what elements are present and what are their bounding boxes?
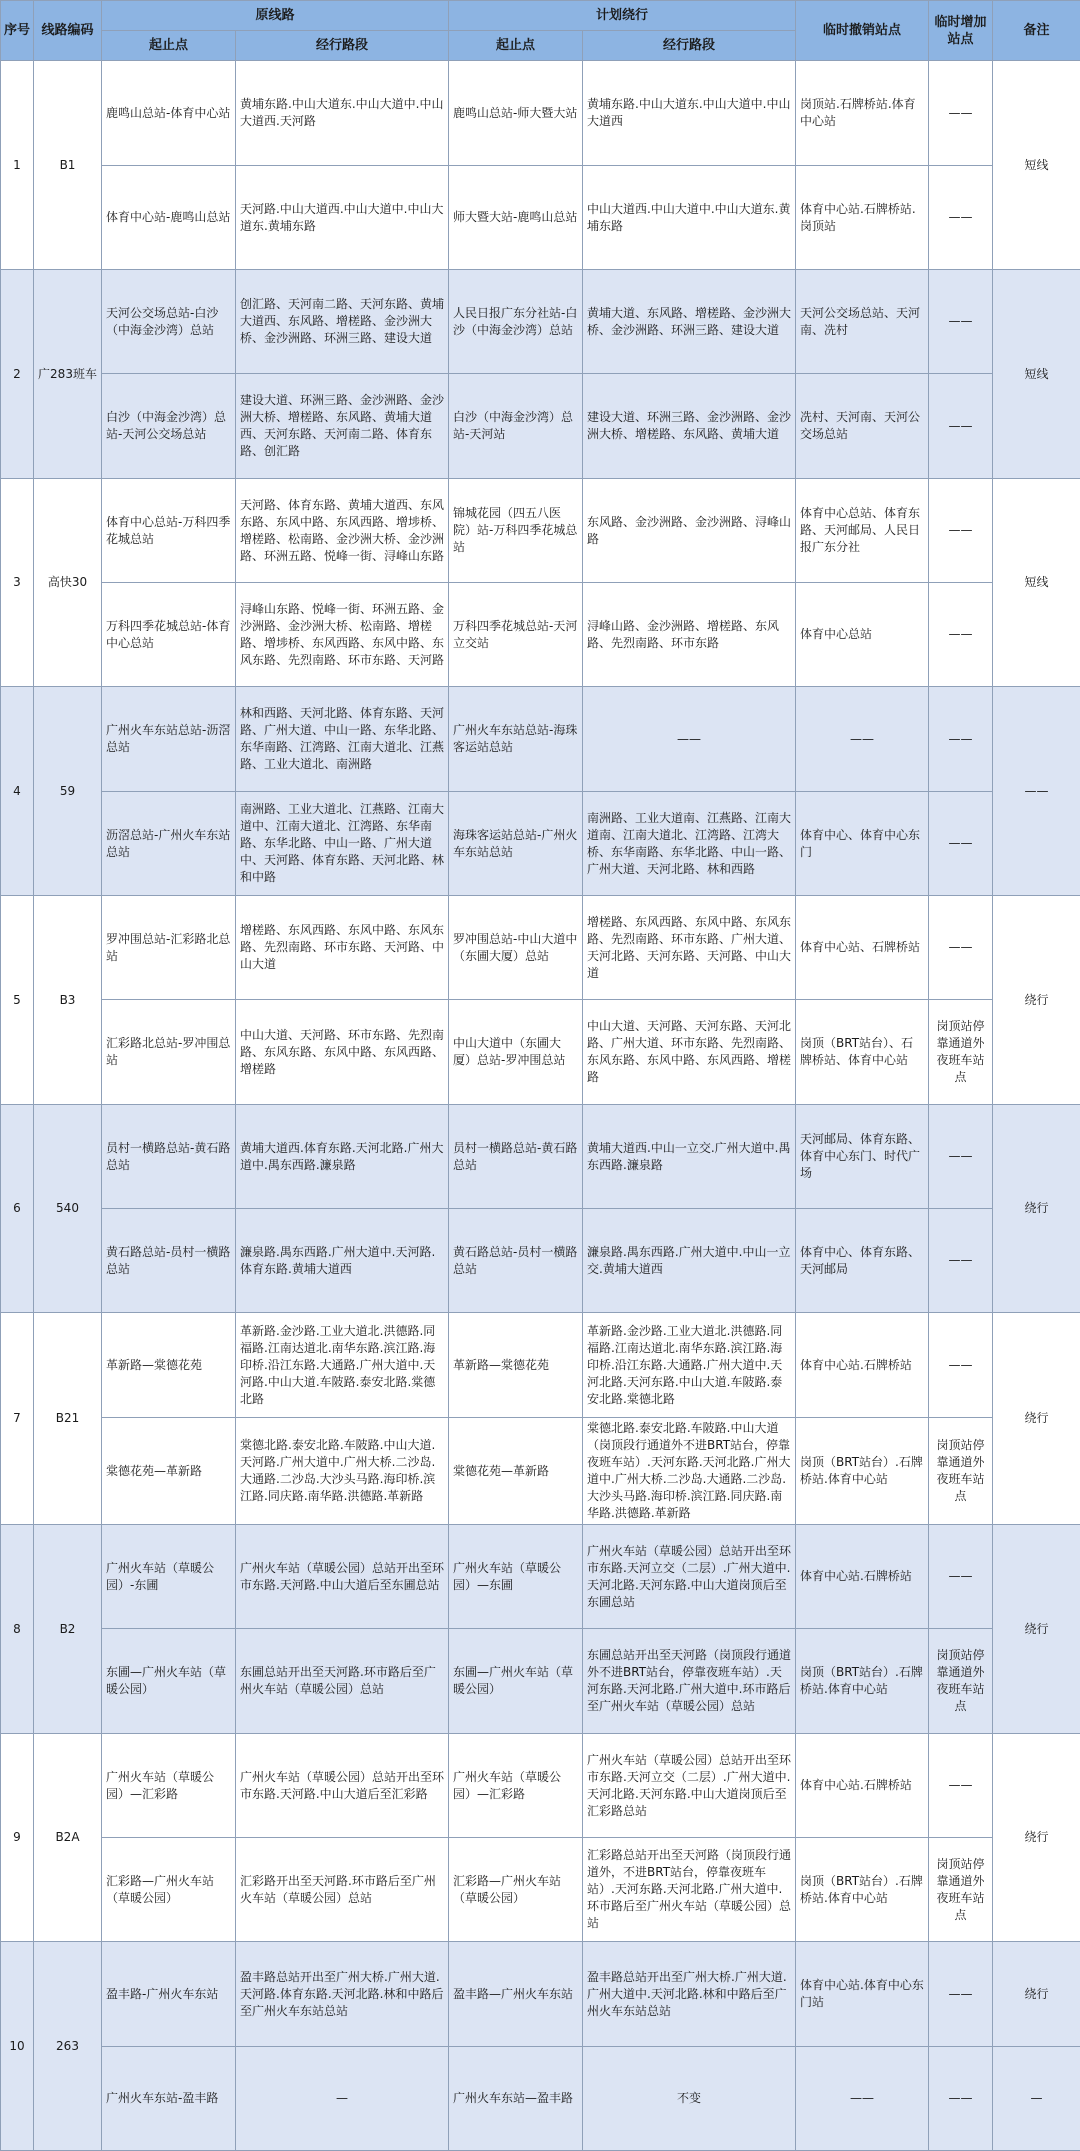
original-endpoints: 沥滘总站-广州火车东站总站 [102, 792, 236, 896]
added-stops: —— [929, 374, 993, 479]
table-row [1, 1313, 1080, 1418]
route-code: 广283班车 [34, 270, 102, 479]
table-row [1, 61, 1080, 166]
detour-endpoints: 广州火车站（草暖公园）—汇彩路 [449, 1734, 583, 1838]
route-code: B2 [34, 1525, 102, 1734]
original-endpoints: 罗冲围总站-汇彩路北总站 [102, 896, 236, 1000]
cancelled-stops: 岗顶（BRT站台）.石牌桥站.体育中心站 [796, 1418, 929, 1525]
row-number: 5 [1, 896, 34, 1105]
route-note: —— [993, 687, 1080, 896]
cancelled-stops: 岗顶（BRT站台）、石牌桥站、体育中心站 [796, 1000, 929, 1105]
detour-endpoints: 师大暨大站-鹿鸣山总站 [449, 166, 583, 270]
added-stops: —— [929, 1105, 993, 1209]
original-path: 广州火车站（草暖公园）总站开出至环市东路.天河路.中山大道后至汇彩路 [236, 1734, 449, 1838]
table-row [1, 1105, 1080, 1209]
original-endpoints: 广州火车东站总站-沥滘总站 [102, 687, 236, 792]
detour-endpoints: 海珠客运站总站-广州火车东站总站 [449, 792, 583, 896]
detour-path: 盈丰路总站开出至广州大桥.广州大道.广州大道中.天河北路.林和中路后至广州火车东站总站 [583, 1942, 796, 2047]
row-number: 8 [1, 1525, 34, 1734]
row-number: 2 [1, 270, 34, 479]
route-code: B3 [34, 896, 102, 1105]
cancelled-stops: 体育中心站.石牌桥站 [796, 1734, 929, 1838]
detour-endpoints: 人民日报广东分社站-白沙（中海金沙湾）总站 [449, 270, 583, 374]
detour-endpoints: 员村一横路总站-黄石路总站 [449, 1105, 583, 1209]
table-row [1, 896, 1080, 1000]
route-code: 263 [34, 1942, 102, 2151]
original-endpoints: 棠德花苑—革新路 [102, 1418, 236, 1525]
original-path: 林和西路、天河北路、体育东路、天河路、广州大道、中山一路、东华北路、东华南路、江湾路、江南大道北、江燕路、工业大道北、南洲路 [236, 687, 449, 792]
table-row [1, 583, 1080, 687]
original-path: 南洲路、工业大道北、江燕路、江南大道中、江南大道北、江湾路、东华南路、东华北路、中山一路、广州大道中、天河路、体育东路、天河北路、林和中路 [236, 792, 449, 896]
detour-path: 黄埔大道、东风路、增槎路、金沙洲大桥、金沙洲路、环洲三路、建设大道 [583, 270, 796, 374]
cancelled-stops: 体育中心站.石牌桥站 [796, 1525, 929, 1629]
table-row [1, 792, 1080, 896]
detour-path: 中山大道西.中山大道中.中山大道东.黄埔东路 [583, 166, 796, 270]
original-path: 广州火车站（草暖公园）总站开出至环市东路.天河路.中山大道后至东圃总站 [236, 1525, 449, 1629]
detour-path: 广州火车站（草暖公园）总站开出至环市东路.天河立交（二层）.广州大道中.天河北路.天河东路.中山大道岗顶后至汇彩路总站 [583, 1734, 796, 1838]
detour-path: 东风路、金沙洲路、金沙洲路、浔峰山路 [583, 479, 796, 583]
route-code: 高快30 [34, 479, 102, 687]
route-note: 短线 [993, 270, 1080, 479]
added-stops: 岗顶站停靠通道外夜班车站点 [929, 1629, 993, 1734]
added-stops: —— [929, 792, 993, 896]
header-planned-detour: 计划绕行 [449, 1, 796, 31]
cancelled-stops: 体育中心、体育东路、天河邮局 [796, 1209, 929, 1313]
original-endpoints: 鹿鸣山总站-体育中心站 [102, 61, 236, 166]
route-note: 短线 [993, 61, 1080, 270]
added-stops: —— [929, 896, 993, 1000]
added-stops: —— [929, 687, 993, 792]
cancelled-stops: 体育中心站.石牌桥站 [796, 1313, 929, 1418]
table-row [1, 1629, 1080, 1734]
original-path: 棠德北路.泰安北路.车陂路.中山大道.天河路.广州大道中.广州大桥.二沙岛.大通路.二沙岛.大沙头马路.海印桥.滨江路.同庆路.南华路.洪德路.革新路 [236, 1418, 449, 1525]
original-path: 天河路、体育东路、黄埔大道西、东风东路、东风中路、东风西路、增埗桥、增槎路、松南路、金沙洲大桥、金沙洲路、环洲五路、悦峰一街、浔峰山东路 [236, 479, 449, 583]
table-row [1, 479, 1080, 583]
cancelled-stops: 体育中心总站 [796, 583, 929, 687]
table-row [1, 374, 1080, 479]
original-endpoints: 天河公交场总站-白沙（中海金沙湾）总站 [102, 270, 236, 374]
added-stops: —— [929, 1313, 993, 1418]
added-stops: 岗顶站停靠通道外夜班车站点 [929, 1418, 993, 1525]
table-row [1, 1209, 1080, 1313]
original-path: 濂泉路.禺东西路.广州大道中.天河路.体育东路.黄埔大道西 [236, 1209, 449, 1313]
detour-path: 南洲路、工业大道南、江燕路、江南大道南、江南大道北、江湾路、江湾大桥、东华南路、东华北路、中山一路、广州大道、天河北路、林和西路 [583, 792, 796, 896]
row-number: 4 [1, 687, 34, 896]
added-stops: —— [929, 1734, 993, 1838]
added-stops: —— [929, 1209, 993, 1313]
detour-endpoints: 广州火车东站—盈丰路 [449, 2047, 583, 2151]
header-original-route: 原线路 [102, 1, 449, 31]
detour-path: 广州火车站（草暖公园）总站开出至环市东路.天河立交（二层）.广州大道中.天河北路.天河东路.中山大道岗顶后至东圃总站 [583, 1525, 796, 1629]
cancelled-stops: —— [796, 687, 929, 792]
original-endpoints: 汇彩路—广州火车站（草暖公园） [102, 1838, 236, 1942]
detour-path: 东圃总站开出至天河路（岗顶段行通道外不进BRT站台，停靠夜班车站）.天河东路.天河北路.广州大道中.环市路后至广州火车站（草暖公园）总站 [583, 1629, 796, 1734]
detour-path: 浔峰山路、金沙洲路、增槎路、东风路、先烈南路、环市东路 [583, 583, 796, 687]
added-stops: —— [929, 1942, 993, 2047]
row-number: 10 [1, 1942, 34, 2151]
detour-path: 建设大道、环洲三路、金沙洲路、金沙洲大桥、增槎路、东风路、黄埔大道 [583, 374, 796, 479]
original-path: 建设大道、环洲三路、金沙洲路、金沙洲大桥、增槎路、东风路、黄埔大道西、天河东路、天河南二路、体育东路、创汇路 [236, 374, 449, 479]
row-number: 6 [1, 1105, 34, 1313]
table-row [1, 166, 1080, 270]
row-number: 3 [1, 479, 34, 687]
original-path: 黄埔东路.中山大道东.中山大道中.中山大道西.天河路 [236, 61, 449, 166]
original-path: 天河路.中山大道西.中山大道中.中山大道东.黄埔东路 [236, 166, 449, 270]
header-original-path: 经行路段 [236, 31, 449, 61]
detour-endpoints: 锦城花园（四五八医院）站-万科四季花城总站 [449, 479, 583, 583]
route-code: 540 [34, 1105, 102, 1313]
detour-endpoints: 万科四季花城总站-天河立交站 [449, 583, 583, 687]
original-endpoints: 盈丰路-广州火车东站 [102, 1942, 236, 2047]
original-path: 创汇路、天河南二路、天河东路、黄埔大道西、东风路、增槎路、金沙洲大桥、金沙洲路、环洲三路、建设大道 [236, 270, 449, 374]
original-path: 中山大道、天河路、环市东路、先烈南路、东风东路、东风中路、东风西路、增槎路 [236, 1000, 449, 1105]
detour-path: 中山大道、天河路、天河东路、天河北路、广州大道、环市东路、先烈南路、东风东路、东风中路、东风西路、增槎路 [583, 1000, 796, 1105]
route-code: 59 [34, 687, 102, 896]
original-endpoints: 万科四季花城总站-体育中心总站 [102, 583, 236, 687]
cancelled-stops: —— [796, 2047, 929, 2151]
table-row [1, 1525, 1080, 1629]
detour-path: 汇彩路总站开出至天河路（岗顶段行通道外，不进BRT站台，停靠夜班车站）.天河东路.天河北路.广州大道中.环市路后至广州火车站（草暖公园）总站 [583, 1838, 796, 1942]
route-note: 绕行 [993, 1105, 1080, 1313]
route-code: B21 [34, 1313, 102, 1525]
added-stops: 岗顶站停靠通道外夜班车站点 [929, 1000, 993, 1105]
header-code: 线路编码 [34, 1, 102, 61]
detour-endpoints: 黄石路总站-员村一横路总站 [449, 1209, 583, 1313]
detour-path: —— [583, 687, 796, 792]
cancelled-stops: 岗顶（BRT站台）.石牌桥站.体育中心站 [796, 1629, 929, 1734]
detour-endpoints: 广州火车东站总站-海珠客运站总站 [449, 687, 583, 792]
original-path: 增槎路、东风西路、东风中路、东风东路、先烈南路、环市东路、天河路、中山大道 [236, 896, 449, 1000]
added-stops: —— [929, 270, 993, 374]
added-stops: —— [929, 583, 993, 687]
header-detour-path: 经行路段 [583, 31, 796, 61]
detour-path: 增槎路、东风西路、东风中路、东风东路、先烈南路、环市东路、广州大道、天河北路、天河东路、天河路、中山大道 [583, 896, 796, 1000]
route-code: B2A [34, 1734, 102, 1942]
original-endpoints: 广州火车站（草暖公园）-东圃 [102, 1525, 236, 1629]
header-original-endpoints: 起止点 [102, 31, 236, 61]
cancelled-stops: 冼村、天河南、天河公交场总站 [796, 374, 929, 479]
detour-path: 濂泉路.禺东西路.广州大道中.中山一立交.黄埔大道西 [583, 1209, 796, 1313]
route-note: 绕行 [993, 1942, 1080, 2047]
cancelled-stops: 岗顶站.石牌桥站.体育中心站 [796, 61, 929, 166]
detour-path: 黄埔大道西.中山一立交.广州大道中.禺东西路.濂泉路 [583, 1105, 796, 1209]
cancelled-stops: 体育中心站、石牌桥站 [796, 896, 929, 1000]
original-path: 东圃总站开出至天河路.环市路后至广州火车站（草暖公园）总站 [236, 1629, 449, 1734]
detour-endpoints: 白沙（中海金沙湾）总站-天河站 [449, 374, 583, 479]
table-row [1, 687, 1080, 792]
route-code: B1 [34, 61, 102, 270]
original-endpoints: 员村一横路总站-黄石路总站 [102, 1105, 236, 1209]
detour-path: 革新路.金沙路.工业大道北.洪德路.同福路.江南达道北.南华东路.滨江路.海印桥.沿江东路.大通路.广州大道中.天河北路.天河东路.中山大道.车陂路.泰安北路.棠德北路 [583, 1313, 796, 1418]
cancelled-stops: 体育中心站.石牌桥站.岗顶站 [796, 166, 929, 270]
table-row [1, 1418, 1080, 1525]
row-number: 9 [1, 1734, 34, 1942]
added-stops: —— [929, 479, 993, 583]
detour-endpoints: 鹿鸣山总站-师大暨大站 [449, 61, 583, 166]
detour-path: 黄埔东路.中山大道东.中山大道中.中山大道西 [583, 61, 796, 166]
detour-endpoints: 革新路—棠德花苑 [449, 1313, 583, 1418]
original-path: 浔峰山东路、悦峰一街、环洲五路、金沙洲路、金沙洲大桥、松南路、增槎路、增埗桥、东风西路、东风中路、东风东路、先烈南路、环市东路、天河路 [236, 583, 449, 687]
route-note: 绕行 [993, 1313, 1080, 1525]
route-note: 绕行 [993, 1525, 1080, 1734]
original-endpoints: 黄石路总站-员村一横路总站 [102, 1209, 236, 1313]
added-stops: —— [929, 2047, 993, 2151]
row-number: 7 [1, 1313, 34, 1525]
original-path: 盈丰路总站开出至广州大桥.广州大道.天河路.体育东路.天河北路.林和中路后至广州火车东站总站 [236, 1942, 449, 2047]
detour-path: 不变 [583, 2047, 796, 2151]
table-row [1, 2047, 1080, 2151]
cancelled-stops: 天河公交场总站、天河南、冼村 [796, 270, 929, 374]
original-endpoints: 体育中心总站-万科四季花城总站 [102, 479, 236, 583]
detour-endpoints: 汇彩路—广州火车站（草暖公园） [449, 1838, 583, 1942]
original-path: — [236, 2047, 449, 2151]
original-endpoints: 广州火车站（草暖公园）—汇彩路 [102, 1734, 236, 1838]
original-path: 革新路.金沙路.工业大道北.洪德路.同福路.江南达道北.南华东路.滨江路.海印桥.沿江东路.大通路.广州大道中.天河路.中山大道.车陂路.泰安北路.棠德北路 [236, 1313, 449, 1418]
table-body [1, 61, 1080, 2151]
added-stops: 岗顶站停靠通道外夜班车站点 [929, 1838, 993, 1942]
original-endpoints: 汇彩路北总站-罗冲围总站 [102, 1000, 236, 1105]
original-endpoints: 东圃—广州火车站（草暖公园） [102, 1629, 236, 1734]
header-detour-endpoints: 起止点 [449, 31, 583, 61]
detour-path: 棠德北路.泰安北路.车陂路.中山大道（岗顶段行通道外不进BRT站台，停靠夜班车站）.天河东路.天河北路.广州大道中.广州大桥.二沙岛.大通路.二沙岛.大沙头马路.海印桥.滨江路.同庆路.南华路.洪德路.革新路 [583, 1418, 796, 1525]
original-endpoints: 白沙（中海金沙湾）总站-天河公交场总站 [102, 374, 236, 479]
detour-endpoints: 广州火车站（草暖公园）—东圃 [449, 1525, 583, 1629]
cancelled-stops: 体育中心总站、体育东路、天河邮局、人民日报广东分社 [796, 479, 929, 583]
route-note: 短线 [993, 479, 1080, 687]
header-note: 备注 [993, 1, 1080, 61]
cancelled-stops: 体育中心、体育中心东门 [796, 792, 929, 896]
detour-endpoints: 中山大道中（东圃大厦）总站-罗冲围总站 [449, 1000, 583, 1105]
table-row [1, 1734, 1080, 1838]
table-row [1, 1838, 1080, 1942]
detour-endpoints: 棠德花苑—革新路 [449, 1418, 583, 1525]
detour-endpoints: 罗冲围总站-中山大道中（东圃大厦）总站 [449, 896, 583, 1000]
cancelled-stops: 岗顶（BRT站台）.石牌桥站.体育中心站 [796, 1838, 929, 1942]
original-endpoints: 广州火车东站-盈丰路 [102, 2047, 236, 2151]
cancelled-stops: 天河邮局、体育东路、体育中心东门、时代广场 [796, 1105, 929, 1209]
header-cancelled-stops: 临时撤销站点 [796, 1, 929, 61]
original-endpoints: 革新路—棠德花苑 [102, 1313, 236, 1418]
route-note: 绕行 [993, 896, 1080, 1105]
table-row [1, 270, 1080, 374]
route-note: 绕行 [993, 1734, 1080, 1942]
added-stops: —— [929, 61, 993, 166]
original-path: 黄埔大道西.体育东路.天河北路.广州大道中.禺东西路.濂泉路 [236, 1105, 449, 1209]
added-stops: —— [929, 166, 993, 270]
row-number: 1 [1, 61, 34, 270]
header-added-stops: 临时增加站点 [929, 1, 993, 61]
header-no: 序号 [1, 1, 34, 61]
added-stops: —— [929, 1525, 993, 1629]
detour-endpoints: 盈丰路—广州火车东站 [449, 1942, 583, 2047]
original-endpoints: 体育中心站-鹿鸣山总站 [102, 166, 236, 270]
detour-endpoints: 东圃—广州火车站（草暖公园） [449, 1629, 583, 1734]
route-note: — [993, 2047, 1080, 2151]
cancelled-stops: 体育中心站.体育中心东门站 [796, 1942, 929, 2047]
table-row [1, 1942, 1080, 2047]
table-row [1, 1000, 1080, 1105]
original-path: 汇彩路开出至天河路.环市路后至广州火车站（草暖公园）总站 [236, 1838, 449, 1942]
